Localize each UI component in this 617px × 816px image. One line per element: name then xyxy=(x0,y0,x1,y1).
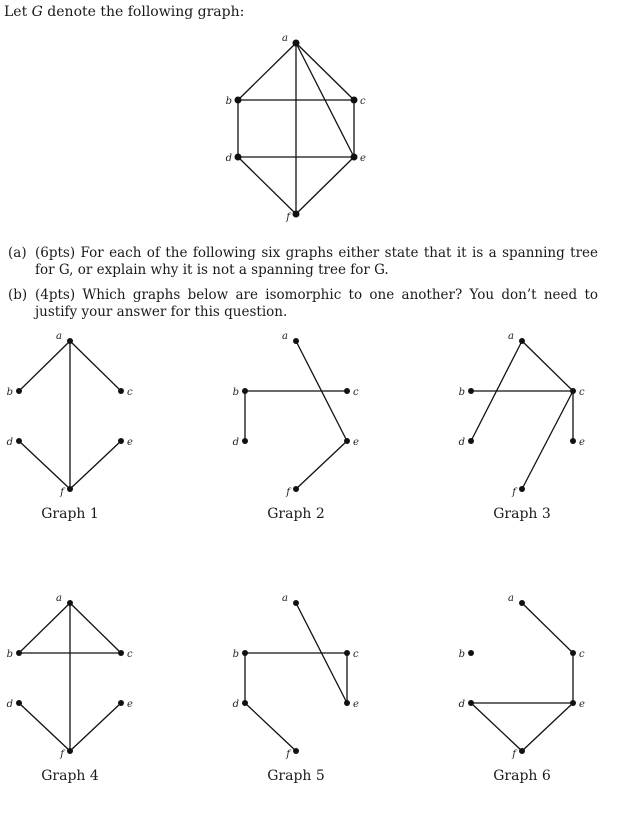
edge-a-b xyxy=(19,341,70,391)
edge-a-c xyxy=(70,603,121,653)
vertex-a xyxy=(519,338,525,344)
question-b-label: (b) xyxy=(8,287,28,303)
vertex-f xyxy=(67,748,73,754)
vertex-label-d: d xyxy=(6,699,13,710)
vertex-label-c: c xyxy=(127,649,133,660)
edge-e-f xyxy=(70,703,121,751)
vertex-c xyxy=(570,388,576,394)
vertex-label-d: d xyxy=(232,699,239,710)
edge-d-f xyxy=(245,703,296,751)
edge-a-b xyxy=(19,603,70,653)
vertex-label-b: b xyxy=(232,649,239,660)
vertex-f xyxy=(293,486,299,492)
edge-d-f xyxy=(19,703,70,751)
vertex-label-b: b xyxy=(6,387,13,398)
vertex-b xyxy=(235,97,242,104)
vertex-d xyxy=(242,700,248,706)
vertex-e xyxy=(344,700,350,706)
vertex-label-e: e xyxy=(579,437,585,448)
vertex-label-d: d xyxy=(458,437,465,448)
vertex-b xyxy=(16,650,22,656)
edge-a-c xyxy=(522,341,573,391)
vertex-c xyxy=(118,388,124,394)
graph-caption-4: Graph 4 xyxy=(41,768,99,784)
candidate-graph-2 xyxy=(233,331,359,522)
vertex-label-e: e xyxy=(579,699,585,710)
vertex-label-c: c xyxy=(360,96,366,107)
question-a-text: (6pts) For each of the following six graphs either state that it is a spanning tree for G, or explain why it is not a spanning tree for G. xyxy=(35,245,598,278)
vertex-a xyxy=(293,600,299,606)
vertex-label-c: c xyxy=(353,387,359,398)
vertex-label-c: c xyxy=(579,387,585,398)
vertex-d xyxy=(16,700,22,706)
vertex-label-d: d xyxy=(6,437,13,448)
vertex-label-f: f xyxy=(286,212,290,223)
edge-e-f xyxy=(70,441,121,489)
graph-caption-3: Graph 3 xyxy=(493,506,551,522)
edge-e-f xyxy=(522,703,573,751)
main-graph-G xyxy=(226,33,366,223)
vertex-label-f: f xyxy=(60,487,64,498)
vertex-label-a: a xyxy=(282,331,288,342)
vertex-a xyxy=(293,40,300,47)
vertex-c xyxy=(570,650,576,656)
vertex-label-f: f xyxy=(512,749,516,760)
vertex-c xyxy=(351,97,358,104)
candidate-graph-6 xyxy=(459,593,585,784)
vertex-label-e: e xyxy=(127,699,133,710)
graph-caption-5: Graph 5 xyxy=(267,768,325,784)
vertex-b xyxy=(468,388,474,394)
graph-caption-1: Graph 1 xyxy=(41,506,99,522)
vertex-label-f: f xyxy=(512,487,516,498)
intro-graph-symbol: G xyxy=(31,4,43,20)
intro-suffix: denote the following graph: xyxy=(42,4,245,20)
edge-e-f xyxy=(296,441,347,489)
vertex-e xyxy=(118,700,124,706)
vertex-f xyxy=(67,486,73,492)
vertex-c xyxy=(118,650,124,656)
vertex-label-a: a xyxy=(56,331,62,342)
graph-caption-2: Graph 2 xyxy=(267,506,325,522)
vertex-d xyxy=(16,438,22,444)
vertex-e xyxy=(344,438,350,444)
intro-prefix: Let xyxy=(4,4,32,20)
vertex-b xyxy=(242,650,248,656)
vertex-label-e: e xyxy=(353,437,359,448)
vertex-label-d: d xyxy=(232,437,239,448)
vertex-c xyxy=(344,650,350,656)
vertex-b xyxy=(16,388,22,394)
vertex-label-f: f xyxy=(286,749,290,760)
edge-d-f xyxy=(238,157,296,214)
vertex-label-b: b xyxy=(225,96,232,107)
vertex-label-f: f xyxy=(60,749,64,760)
vertex-d xyxy=(242,438,248,444)
vertex-label-a: a xyxy=(282,33,288,44)
vertex-label-a: a xyxy=(56,593,62,604)
edge-a-c xyxy=(70,341,121,391)
vertex-label-e: e xyxy=(353,699,359,710)
candidate-graph-3 xyxy=(459,331,585,522)
vertex-f xyxy=(519,486,525,492)
edge-a-c xyxy=(522,603,573,653)
candidate-graph-5 xyxy=(233,593,359,784)
vertex-label-c: c xyxy=(353,649,359,660)
vertex-f xyxy=(519,748,525,754)
vertex-label-a: a xyxy=(282,593,288,604)
vertex-f xyxy=(293,211,300,218)
vertex-e xyxy=(570,700,576,706)
vertex-e xyxy=(351,154,358,161)
vertex-label-c: c xyxy=(579,649,585,660)
vertex-label-c: c xyxy=(127,387,133,398)
edge-c-f xyxy=(522,391,573,489)
edge-d-f xyxy=(471,703,522,751)
question-b-text: (4pts) Which graphs below are isomorphic to one another? You don’t need to justify your answer for this question. xyxy=(35,287,598,320)
vertex-d xyxy=(468,438,474,444)
vertex-a xyxy=(67,338,73,344)
edge-e-f xyxy=(296,157,354,214)
vertex-label-a: a xyxy=(508,331,514,342)
vertex-label-e: e xyxy=(360,153,366,164)
vertex-a xyxy=(519,600,525,606)
candidate-graph-1 xyxy=(7,331,133,522)
vertex-label-b: b xyxy=(458,649,465,660)
vertex-e xyxy=(118,438,124,444)
vertex-b xyxy=(468,650,474,656)
edge-d-f xyxy=(19,441,70,489)
vertex-d xyxy=(235,154,242,161)
vertex-label-e: e xyxy=(127,437,133,448)
graph-caption-6: Graph 6 xyxy=(493,768,551,784)
edge-a-c xyxy=(296,43,354,100)
vertex-f xyxy=(293,748,299,754)
vertex-c xyxy=(344,388,350,394)
vertex-b xyxy=(242,388,248,394)
edge-a-b xyxy=(238,43,296,100)
vertex-a xyxy=(293,338,299,344)
vertex-label-b: b xyxy=(6,649,13,660)
vertex-label-b: b xyxy=(232,387,239,398)
vertex-label-a: a xyxy=(508,593,514,604)
vertex-label-f: f xyxy=(286,487,290,498)
vertex-e xyxy=(570,438,576,444)
vertex-label-b: b xyxy=(458,387,465,398)
candidate-graph-4 xyxy=(7,593,133,784)
vertex-label-d: d xyxy=(458,699,465,710)
question-a-label: (a) xyxy=(8,245,27,261)
vertex-label-d: d xyxy=(225,153,232,164)
vertex-a xyxy=(67,600,73,606)
vertex-d xyxy=(468,700,474,706)
